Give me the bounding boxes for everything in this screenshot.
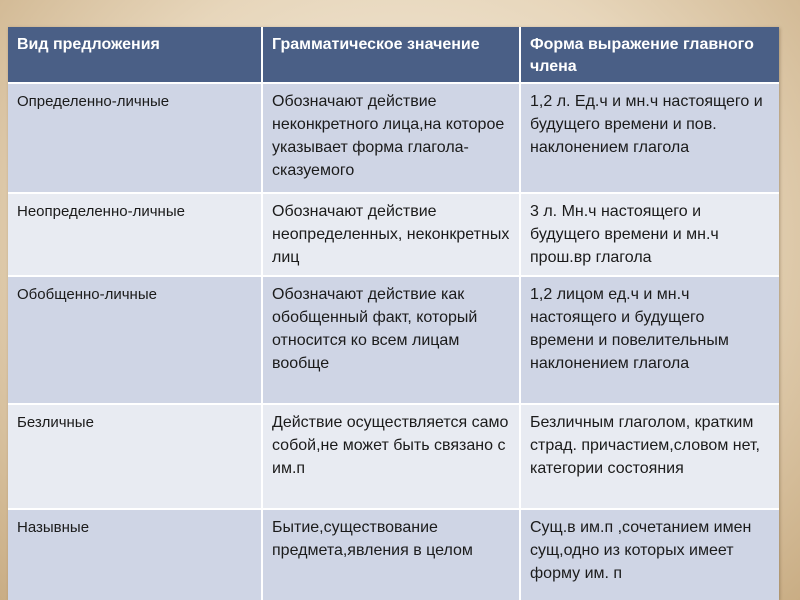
header-sentence-type: Вид предложения	[8, 27, 262, 83]
cell-main-member-form: 3 л. Мн.ч настоящего и будущего времени и мн.ч прош.вр глагола	[520, 193, 779, 276]
sentence-types-table	[8, 27, 779, 600]
cell-sentence-type: Определенно-личные	[8, 83, 262, 193]
table-header-row	[8, 27, 779, 83]
cell-grammatical-meaning: Обозначают действие как обобщенный факт, который относится ко всем лицам вообще	[262, 276, 520, 404]
cell-grammatical-meaning: Обозначают действие неопределенных, неконкретных лиц	[262, 193, 520, 276]
cell-grammatical-meaning: Действие осуществляется само собой,не может быть связано с им.п	[262, 404, 520, 509]
cell-main-member-form: Сущ.в им.п ,сочетанием имен сущ,одно из которых имеет форму им. п	[520, 509, 779, 600]
cell-main-member-form: 1,2 л. Ед.ч и мн.ч настоящего и будущего времени и пов. наклонением глагола	[520, 83, 779, 193]
table-row	[8, 193, 779, 276]
cell-sentence-type: Назывные	[8, 509, 262, 600]
cell-main-member-form: Безличным глаголом, кратким страд. причастием,словом нет, категории состояния	[520, 404, 779, 509]
table-row	[8, 83, 779, 193]
sentence-types-table-container	[8, 27, 779, 600]
cell-main-member-form: 1,2 лицом ед.ч и мн.ч настоящего и будущего времени и повелительным наклонением глагола	[520, 276, 779, 404]
header-grammatical-meaning: Грамматическое значение	[262, 27, 520, 83]
table-row	[8, 404, 779, 509]
cell-sentence-type: Безличные	[8, 404, 262, 509]
cell-sentence-type: Неопределенно-личные	[8, 193, 262, 276]
cell-sentence-type: Обобщенно-личные	[8, 276, 262, 404]
table-row	[8, 276, 779, 404]
table-row	[8, 509, 779, 600]
header-main-member-form: Форма выражение главного члена	[520, 27, 779, 83]
cell-grammatical-meaning: Обозначают действие неконкретного лица,на которое указывает форма глагола-сказуемого	[262, 83, 520, 193]
cell-grammatical-meaning: Бытие,существование предмета,явления в целом	[262, 509, 520, 600]
